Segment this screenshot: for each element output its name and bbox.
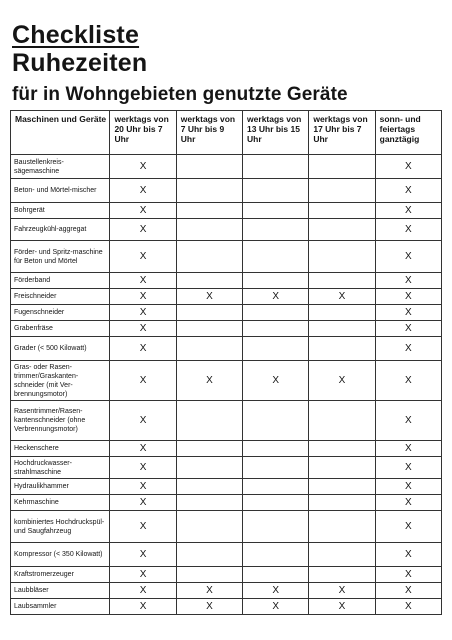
- table-row: [11, 543, 442, 567]
- mark-cell: [309, 305, 375, 321]
- machine-name-cell: Laubbläser: [11, 583, 110, 599]
- mark-cell: [309, 179, 375, 203]
- mark-cell: [309, 495, 375, 511]
- mark-cell: [309, 543, 375, 567]
- mark-cell: X: [110, 337, 176, 361]
- mark-cell: X: [375, 321, 441, 337]
- mark-cell: [309, 401, 375, 441]
- mark-cell: X: [110, 441, 176, 457]
- table-row: [11, 273, 442, 289]
- mark-cell: [176, 337, 242, 361]
- mark-cell: [309, 219, 375, 241]
- mark-cell: [176, 441, 242, 457]
- mark-cell: [309, 511, 375, 543]
- machine-name-cell: Freischneider: [11, 289, 110, 305]
- mark-cell: X: [375, 219, 441, 241]
- mark-cell: X: [375, 203, 441, 219]
- mark-cell: [176, 241, 242, 273]
- mark-cell: X: [176, 599, 242, 615]
- mark-cell: X: [375, 337, 441, 361]
- mark-cell: X: [110, 457, 176, 479]
- mark-cell: X: [110, 495, 176, 511]
- mark-cell: [243, 457, 309, 479]
- mark-cell: [243, 567, 309, 583]
- machine-name-cell: Kompressor (< 350 Kilowatt): [11, 543, 110, 567]
- table-row: [11, 401, 442, 441]
- mark-cell: [243, 495, 309, 511]
- mark-cell: X: [309, 599, 375, 615]
- mark-cell: [243, 179, 309, 203]
- mark-cell: X: [243, 289, 309, 305]
- header-weekday-7-9: werktags von 7 Uhr bis 9 Uhr: [176, 111, 242, 155]
- mark-cell: X: [243, 361, 309, 401]
- mark-cell: X: [243, 599, 309, 615]
- table-row: [11, 321, 442, 337]
- mark-cell: X: [375, 495, 441, 511]
- table-row: [11, 511, 442, 543]
- mark-cell: X: [110, 511, 176, 543]
- mark-cell: X: [110, 479, 176, 495]
- table-row: [11, 305, 442, 321]
- mark-cell: [176, 401, 242, 441]
- mark-cell: X: [375, 155, 441, 179]
- mark-cell: X: [110, 203, 176, 219]
- mark-cell: [309, 479, 375, 495]
- mark-cell: [243, 219, 309, 241]
- mark-cell: [243, 241, 309, 273]
- mark-cell: X: [243, 583, 309, 599]
- mark-cell: [243, 305, 309, 321]
- machine-name-cell: Hydraulikhammer: [11, 479, 110, 495]
- mark-cell: X: [309, 583, 375, 599]
- mark-cell: [309, 321, 375, 337]
- mark-cell: [176, 179, 242, 203]
- table-header-row: [11, 111, 442, 155]
- machine-name-cell: Gras- oder Rasen-trimmer/Graskanten-schneider (mit Ver-brennungsmotor): [11, 361, 110, 401]
- machine-name-cell: Grabenfräse: [11, 321, 110, 337]
- mark-cell: X: [110, 401, 176, 441]
- mark-cell: X: [110, 583, 176, 599]
- header-sunday-holiday: sonn- und feiertags ganztägig: [375, 111, 441, 155]
- mark-cell: [176, 479, 242, 495]
- mark-cell: X: [110, 241, 176, 273]
- table-row: [11, 337, 442, 361]
- mark-cell: X: [375, 543, 441, 567]
- mark-cell: X: [375, 567, 441, 583]
- machine-name-cell: Kraftstromerzeuger: [11, 567, 110, 583]
- mark-cell: X: [375, 583, 441, 599]
- mark-cell: X: [375, 457, 441, 479]
- mark-cell: X: [110, 361, 176, 401]
- mark-cell: X: [110, 155, 176, 179]
- title-line-2: Ruhezeiten: [12, 49, 148, 77]
- machine-name-cell: Förder- und Spritz-maschine für Beton und Mörtel: [11, 241, 110, 273]
- mark-cell: [243, 203, 309, 219]
- mark-cell: [176, 457, 242, 479]
- mark-cell: X: [176, 361, 242, 401]
- mark-cell: X: [375, 361, 441, 401]
- mark-cell: X: [110, 273, 176, 289]
- machine-name-cell: Laubsammler: [11, 599, 110, 615]
- mark-cell: X: [375, 241, 441, 273]
- mark-cell: [309, 567, 375, 583]
- mark-cell: X: [110, 305, 176, 321]
- table-row: [11, 583, 442, 599]
- machine-name-cell: Bohrgerät: [11, 203, 110, 219]
- mark-cell: X: [375, 511, 441, 543]
- machine-name-cell: Förderband: [11, 273, 110, 289]
- mark-cell: X: [110, 543, 176, 567]
- mark-cell: [243, 511, 309, 543]
- mark-cell: [309, 203, 375, 219]
- machine-name-cell: Rasentrimmer/Rasen-kantenschneider (ohne Verbrennungsmotor): [11, 401, 110, 441]
- mark-cell: [309, 337, 375, 361]
- table-row: [11, 567, 442, 583]
- table-row: [11, 155, 442, 179]
- mark-cell: [243, 155, 309, 179]
- header-weekday-17-7: werktags von 17 Uhr bis 7 Uhr: [309, 111, 375, 155]
- mark-cell: [176, 567, 242, 583]
- header-machines: Maschinen und Geräte: [11, 111, 110, 155]
- mark-cell: [309, 273, 375, 289]
- machine-name-cell: Kehrmaschine: [11, 495, 110, 511]
- mark-cell: X: [110, 219, 176, 241]
- mark-cell: X: [375, 273, 441, 289]
- mark-cell: X: [176, 289, 242, 305]
- mark-cell: [309, 241, 375, 273]
- mark-cell: [176, 511, 242, 543]
- mark-cell: X: [375, 289, 441, 305]
- mark-cell: X: [110, 179, 176, 203]
- mark-cell: [243, 273, 309, 289]
- table-row: [11, 179, 442, 203]
- mark-cell: X: [110, 321, 176, 337]
- mark-cell: [176, 219, 242, 241]
- machine-name-cell: Baustellenkreis-sägemaschine: [11, 155, 110, 179]
- mark-cell: X: [375, 401, 441, 441]
- mark-cell: [176, 321, 242, 337]
- mark-cell: X: [309, 289, 375, 305]
- title-line-1: Checkliste: [12, 21, 140, 49]
- mark-cell: [309, 441, 375, 457]
- mark-cell: [309, 457, 375, 479]
- mark-cell: X: [375, 305, 441, 321]
- mark-cell: X: [309, 361, 375, 401]
- machine-name-cell: Grader (< 500 Kilowatt): [11, 337, 110, 361]
- mark-cell: [176, 305, 242, 321]
- rest-times-table: [10, 110, 442, 615]
- table-row: [11, 219, 442, 241]
- machine-name-cell: Hochdruckwasser-strahlmaschine: [11, 457, 110, 479]
- subtitle: für in Wohngebieten genutzte Geräte: [12, 84, 348, 105]
- mark-cell: X: [110, 289, 176, 305]
- machine-name-cell: Fugenschneider: [11, 305, 110, 321]
- header-weekday-13-15: werktags von 13 Uhr bis 15 Uhr: [243, 111, 309, 155]
- machine-name-cell: Heckenschere: [11, 441, 110, 457]
- mark-cell: X: [110, 567, 176, 583]
- mark-cell: [243, 321, 309, 337]
- table-row: [11, 599, 442, 615]
- mark-cell: X: [110, 599, 176, 615]
- mark-cell: [176, 543, 242, 567]
- table-row: [11, 441, 442, 457]
- mark-cell: [176, 203, 242, 219]
- mark-cell: [176, 495, 242, 511]
- machine-name-cell: Fahrzeugkühl-aggregat: [11, 219, 110, 241]
- mark-cell: X: [375, 479, 441, 495]
- mark-cell: [243, 543, 309, 567]
- mark-cell: [243, 479, 309, 495]
- table-row: [11, 289, 442, 305]
- table-row: [11, 203, 442, 219]
- table-row: [11, 457, 442, 479]
- table-row: [11, 361, 442, 401]
- table-row: [11, 495, 442, 511]
- mark-cell: [176, 155, 242, 179]
- table-row: [11, 479, 442, 495]
- machine-name-cell: Beton- und Mörtel-mischer: [11, 179, 110, 203]
- mark-cell: X: [375, 599, 441, 615]
- mark-cell: [309, 155, 375, 179]
- mark-cell: [243, 401, 309, 441]
- table-row: [11, 241, 442, 273]
- mark-cell: [176, 273, 242, 289]
- mark-cell: [243, 441, 309, 457]
- mark-cell: X: [375, 179, 441, 203]
- header-weekday-20-7: werktags von 20 Uhr bis 7 Uhr: [110, 111, 176, 155]
- machine-name-cell: kombiniertes Hochdruckspül- und Saugfahrzeug: [11, 511, 110, 543]
- mark-cell: X: [176, 583, 242, 599]
- mark-cell: [243, 337, 309, 361]
- mark-cell: X: [375, 441, 441, 457]
